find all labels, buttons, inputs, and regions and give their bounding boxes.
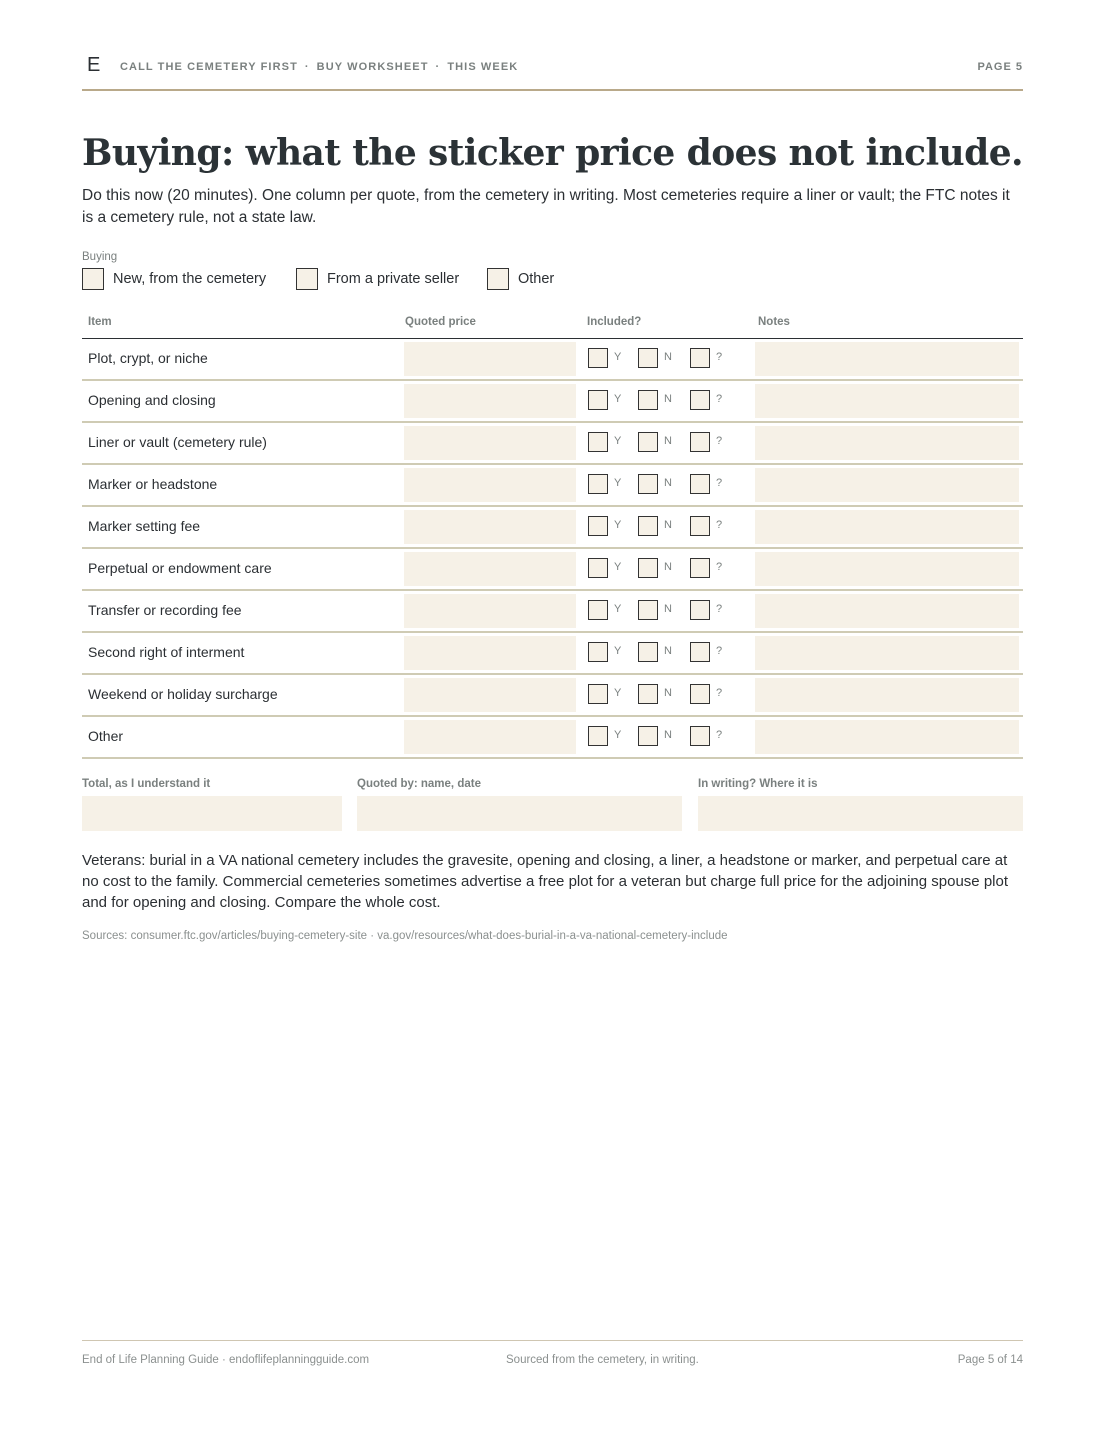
included-option-label: ? bbox=[716, 435, 723, 447]
column-header-notes: Notes bbox=[758, 316, 790, 328]
table-row bbox=[82, 380, 1023, 422]
table-row bbox=[82, 632, 1023, 674]
row-item-label: Second right of interment bbox=[88, 644, 245, 660]
quoted-price-field[interactable] bbox=[404, 720, 576, 754]
row-item-label: Transfer or recording fee bbox=[88, 602, 242, 618]
included-checkbox[interactable] bbox=[690, 600, 710, 620]
header-page-number: PAGE 5 bbox=[977, 61, 1023, 73]
footer-divider bbox=[82, 1340, 1023, 1341]
table-row bbox=[82, 464, 1023, 506]
column-header-included: Included? bbox=[587, 316, 642, 328]
included-option-label: Y bbox=[614, 603, 622, 615]
footer-center: Sourced from the cemetery, in writing. bbox=[506, 1354, 699, 1366]
included-checkbox[interactable] bbox=[588, 642, 608, 662]
buying-private-checkbox[interactable] bbox=[296, 268, 318, 290]
included-option-label: N bbox=[664, 603, 672, 615]
table-row bbox=[82, 338, 1023, 380]
in-writing-field[interactable] bbox=[698, 796, 1023, 831]
included-option-label: ? bbox=[716, 393, 723, 405]
included-checkbox[interactable] bbox=[588, 432, 608, 452]
table-row bbox=[82, 590, 1023, 632]
table-row bbox=[82, 422, 1023, 464]
included-option-label: ? bbox=[716, 603, 723, 615]
notes-field[interactable] bbox=[755, 510, 1019, 544]
breadcrumb-separator: · bbox=[304, 61, 310, 73]
total-field[interactable] bbox=[82, 796, 342, 831]
notes-field[interactable] bbox=[755, 468, 1019, 502]
included-checkbox[interactable] bbox=[690, 558, 710, 578]
page-header bbox=[82, 56, 1023, 80]
included-checkbox[interactable] bbox=[588, 600, 608, 620]
quoted-price-field[interactable] bbox=[404, 678, 576, 712]
included-option-label: N bbox=[664, 351, 672, 363]
included-checkbox[interactable] bbox=[588, 474, 608, 494]
included-checkbox[interactable] bbox=[638, 474, 658, 494]
included-checkbox[interactable] bbox=[690, 432, 710, 452]
quoted-price-field[interactable] bbox=[404, 426, 576, 460]
included-checkbox[interactable] bbox=[638, 642, 658, 662]
included-option-label: N bbox=[664, 519, 672, 531]
included-option-label: ? bbox=[716, 477, 723, 489]
included-option-label: Y bbox=[614, 351, 622, 363]
included-option-label: N bbox=[664, 393, 672, 405]
total-label: Total, as I understand it bbox=[82, 778, 211, 790]
quoted-price-field[interactable] bbox=[404, 636, 576, 670]
included-checkbox[interactable] bbox=[690, 390, 710, 410]
notes-field[interactable] bbox=[755, 384, 1019, 418]
row-item-label: Marker setting fee bbox=[88, 518, 201, 534]
quoted-price-field[interactable] bbox=[404, 342, 576, 376]
included-checkbox[interactable] bbox=[588, 684, 608, 704]
included-checkbox[interactable] bbox=[588, 390, 608, 410]
included-checkbox[interactable] bbox=[690, 726, 710, 746]
included-option-label: ? bbox=[716, 645, 723, 657]
included-option-label: ? bbox=[716, 729, 723, 741]
in-writing-label: In writing? Where it is bbox=[698, 778, 818, 790]
included-option-label: Y bbox=[614, 729, 622, 741]
table-row bbox=[82, 674, 1023, 716]
notes-field[interactable] bbox=[755, 720, 1019, 754]
intro-text: Do this now (20 minutes). One column per quote, from the cemetery in writing. Most cemeteries require a liner or vault; the FTC notes it is a cemetery rule, not a state law. bbox=[82, 187, 1010, 226]
breadcrumb-separator: · bbox=[435, 61, 441, 73]
included-option-label: Y bbox=[614, 393, 622, 405]
included-checkbox[interactable] bbox=[638, 726, 658, 746]
buying-option-label: Other bbox=[518, 271, 555, 287]
row-item-label: Plot, crypt, or niche bbox=[88, 350, 208, 366]
notes-field[interactable] bbox=[755, 552, 1019, 586]
buying-option-label: From a private seller bbox=[327, 271, 460, 287]
quoted-price-field[interactable] bbox=[404, 468, 576, 502]
buying-new-checkbox[interactable] bbox=[82, 268, 104, 290]
table-row bbox=[82, 716, 1023, 758]
included-option-label: Y bbox=[614, 477, 622, 489]
row-item-label: Marker or headstone bbox=[88, 476, 218, 492]
footer-left: End of Life Planning Guide · endoflifeplanningguide.com bbox=[82, 1354, 370, 1366]
quoted-price-field[interactable] bbox=[404, 594, 576, 628]
breadcrumb-item: THIS WEEK bbox=[447, 61, 519, 73]
included-option-label: Y bbox=[614, 687, 622, 699]
included-checkbox[interactable] bbox=[588, 348, 608, 368]
included-option-label: ? bbox=[716, 519, 723, 531]
veterans-note: Veterans: burial in a VA national cemetery includes the gravesite, opening and closing, a liner, a headstone or marker, and perpetual care at no cost to the family. Commercial cemeteries sometimes advertise a free plot for a veteran but charge full price for the adjoining spouse plot and for opening and closing. Compare the whole cost. bbox=[82, 852, 1009, 911]
included-option-label: ? bbox=[716, 687, 723, 699]
included-option-label: N bbox=[664, 435, 672, 447]
quoted-by-label: Quoted by: name, date bbox=[357, 778, 481, 790]
included-checkbox[interactable] bbox=[588, 558, 608, 578]
buying-other-checkbox[interactable] bbox=[487, 268, 509, 290]
included-checkbox[interactable] bbox=[638, 600, 658, 620]
included-option-label: ? bbox=[716, 351, 723, 363]
row-item-label: Liner or vault (cemetery rule) bbox=[88, 434, 267, 450]
included-checkbox[interactable] bbox=[638, 432, 658, 452]
row-item-label: Perpetual or endowment care bbox=[88, 560, 272, 576]
included-option-label: Y bbox=[614, 561, 622, 573]
included-checkbox[interactable] bbox=[638, 516, 658, 536]
included-option-label: N bbox=[664, 561, 672, 573]
quoted-price-field[interactable] bbox=[404, 384, 576, 418]
breadcrumb-item: CALL THE CEMETERY FIRST bbox=[120, 61, 298, 73]
row-item-label: Opening and closing bbox=[88, 392, 216, 408]
table-row bbox=[82, 506, 1023, 548]
row-item-label: Weekend or holiday surcharge bbox=[88, 686, 278, 702]
quoted-by-field[interactable] bbox=[357, 796, 682, 831]
included-option-label: ? bbox=[716, 561, 723, 573]
buying-label: Buying bbox=[82, 251, 118, 263]
included-option-label: Y bbox=[614, 645, 622, 657]
page-title: Buying: what the sticker price does not include. bbox=[82, 132, 1023, 174]
guide-logo: E bbox=[87, 54, 101, 76]
included-checkbox[interactable] bbox=[638, 558, 658, 578]
included-checkbox[interactable] bbox=[690, 348, 710, 368]
included-checkbox[interactable] bbox=[690, 642, 710, 662]
included-checkbox[interactable] bbox=[690, 474, 710, 494]
included-checkbox[interactable] bbox=[690, 684, 710, 704]
worksheet-page bbox=[82, 0, 1023, 1430]
notes-field[interactable] bbox=[755, 426, 1019, 460]
table-row bbox=[82, 548, 1023, 590]
notes-field[interactable] bbox=[755, 678, 1019, 712]
included-checkbox[interactable] bbox=[588, 516, 608, 536]
quoted-price-field[interactable] bbox=[404, 510, 576, 544]
included-option-label: N bbox=[664, 477, 672, 489]
row-divider bbox=[82, 757, 1023, 759]
sources-line: Sources: consumer.ftc.gov/articles/buying-cemetery-site · va.gov/resources/what-does-burial-in-a-va-national-cemetery-include bbox=[82, 930, 728, 942]
included-option-label: N bbox=[664, 645, 672, 657]
included-checkbox[interactable] bbox=[588, 726, 608, 746]
included-checkbox[interactable] bbox=[638, 348, 658, 368]
included-checkbox[interactable] bbox=[638, 684, 658, 704]
notes-field[interactable] bbox=[755, 342, 1019, 376]
included-checkbox[interactable] bbox=[638, 390, 658, 410]
header-divider bbox=[82, 89, 1023, 91]
row-item-label: Other bbox=[88, 728, 124, 744]
included-checkbox[interactable] bbox=[690, 516, 710, 536]
footer-right: Page 5 of 14 bbox=[957, 1354, 1023, 1366]
included-option-label: N bbox=[664, 729, 672, 741]
breadcrumb-item: BUY WORKSHEET bbox=[316, 61, 429, 73]
breadcrumb bbox=[120, 61, 518, 73]
column-header-price: Quoted price bbox=[405, 316, 476, 328]
column-header-item: Item bbox=[88, 316, 112, 328]
buying-option-label: New, from the cemetery bbox=[113, 271, 267, 287]
included-option-label: Y bbox=[614, 435, 622, 447]
notes-field[interactable] bbox=[755, 636, 1019, 670]
notes-field[interactable] bbox=[755, 594, 1019, 628]
included-option-label: N bbox=[664, 687, 672, 699]
quoted-price-field[interactable] bbox=[404, 552, 576, 586]
included-option-label: Y bbox=[614, 519, 622, 531]
